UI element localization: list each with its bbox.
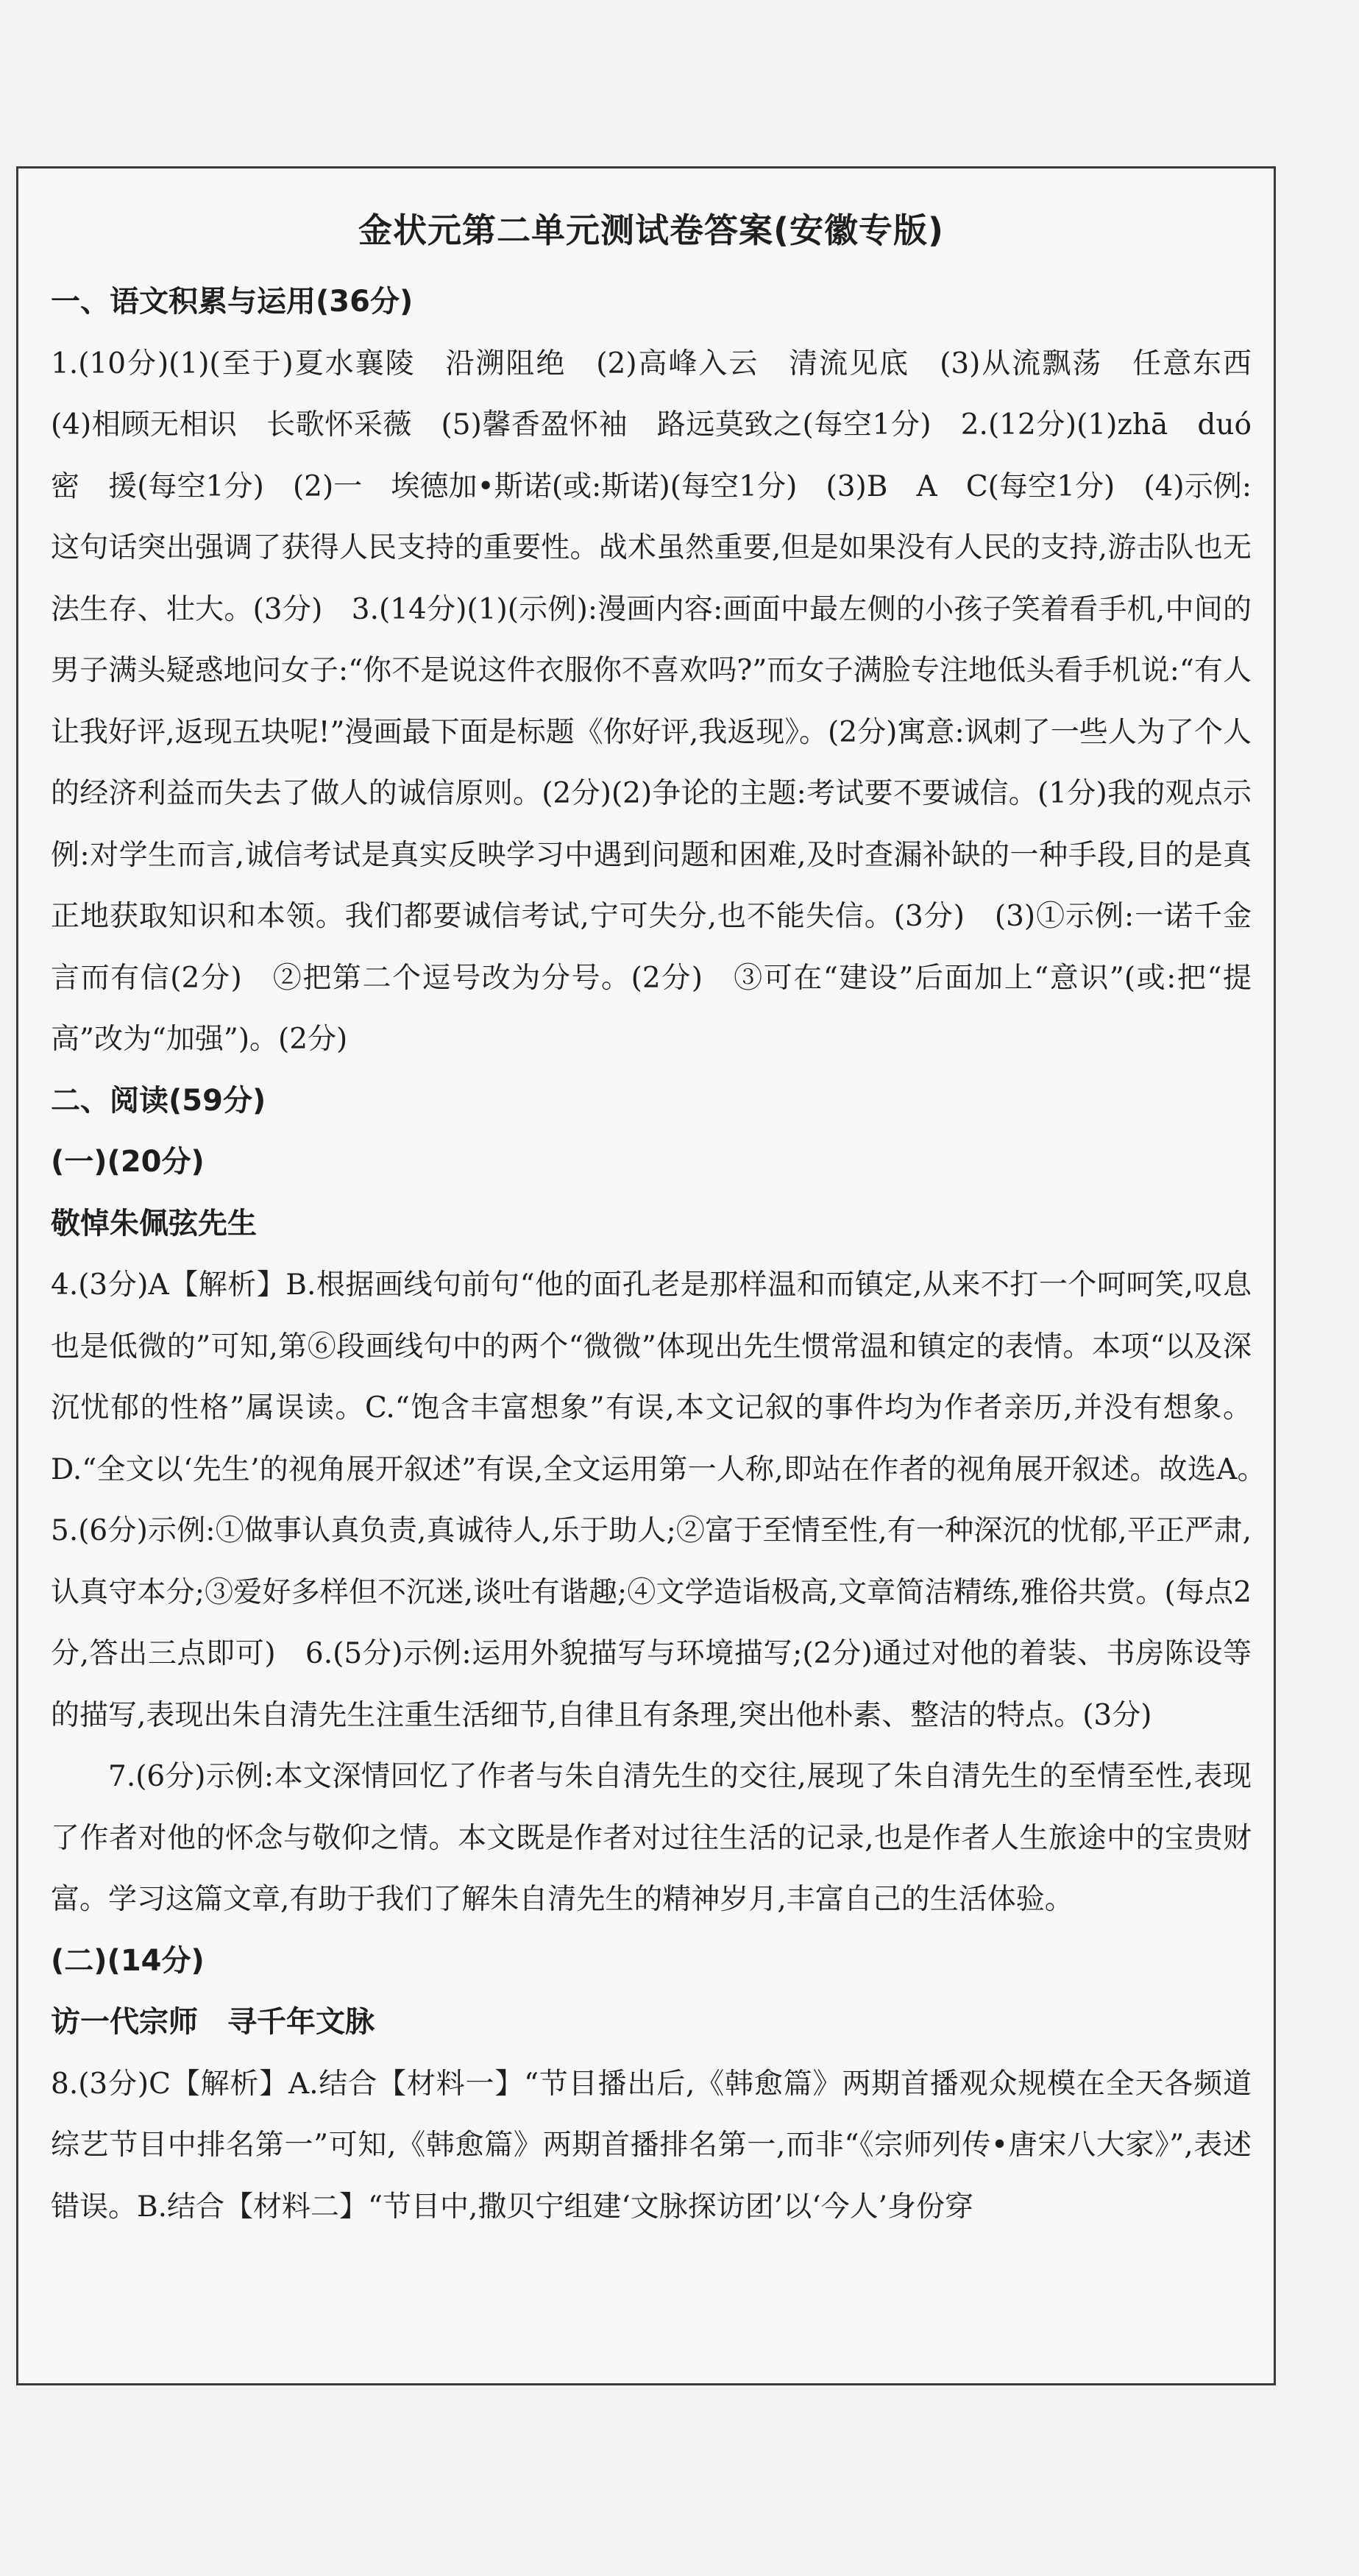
answer-paragraph: 7.(6分)示例:本文深情回忆了作者与朱自清先生的交往,展现了朱自清先生的至情至性,表现了作者对他的怀念与敬仰之情。本文既是作者对过往生活的记录,也是作者人生旅途中的宝贵财富。学习这篇文章,有助于我们了解朱自清先生的精神岁月,丰富自己的生活体验。 (51, 1760, 1252, 1916)
section-heading: 一、语文积累与运用(36分) (51, 285, 414, 319)
page-title: 金状元第二单元测试卷答案(安徽专版) (358, 210, 945, 250)
section-heading: (一)(20分) (51, 1145, 205, 1179)
answer-paragraph: 8.(3分)C【解析】A.结合【材料一】“节目播出后,《韩愈篇》两期首播观众规模在全天各频道综艺节目中排名第一”可知,《韩愈篇》两期首播排名第一,而非“《宗师列传•唐宋八大家》”,表述错误。B.结合【材料二】“节目中,撒贝宁组建‘文脉探访团’以‘今人’身份穿 (51, 2067, 1252, 2224)
section-heading: 二、阅读(59分) (51, 1083, 266, 1118)
answer-paragraph: 4.(3分)A【解析】B.根据画线句前句“他的面孔老是那样温和而镇定,从来不打一个呵呵笑,叹息也是低微的”可知,第⑥段画线句中的两个“微微”体现出先生惯常温和镇定的表情。本项“以及深沉忧郁的性格”属误读。C.“饱含丰富想象”有误,本文记叙的事件均为作者亲历,并没有想象。D.“全文以‘先生’的视角展开叙述”有误,全文运用第一人称,即站在作者的视角展开叙述。故选A。 5.(6分)示例:①做事认真负责,真诚待人,乐于助人;②富于至情至性,有一种深沉的忧郁,平正严肃,认真守本分;③爱好多样但不沉迷,谈吐有谐趣;④文学造诣极高,文章简洁精练,雅俗共赏。(每点2分,答出三点即可) 6.(5分)示例:运用外貌描写与环境描写;(2分)通过对他的着装、书房陈设等的描写,表现出朱自清先生注重生活细节,自律且有条理,突出他朴素、整洁的特点。(3分) (51, 1269, 1281, 1732)
section-heading: 访一代宗师 寻千年文脉 (51, 2005, 375, 2039)
answer-page (16, 166, 1281, 2385)
section-heading: 敬悼朱佩弦先生 (51, 1206, 257, 1241)
answer-paragraph: 1.(10分)(1)(至于)夏水襄陵 沿溯阻绝 (2)高峰入云 清流见底 (3)从流飘荡 任意东西 (4)相顾无相识 长歌怀采薇 (5)馨香盈怀袖 路远莫致之(每空1分) 2.(12分)(1)zhā duó 密 援(每空1分) (2)一 埃德加•斯诺(或:斯诺)(每空1分) (3)B A C(每空1分) (4)示例:这句话突出强调了获得人民支持的重要性。战术虽然重要,但是如果没有人民的支持,游击队也无法生存、壮大。(3分) 3.(14分)(1)(示例):漫画内容:画面中最左侧的小孩子笑着看手机,中间的男子满头疑惑地问女子:“你不是说这件衣服你不喜欢吗?”而女子满脸专注地低头看手机说:“有人让我好评,返现五块呢!”漫画最下面是标题《你好评,我返现》。(2分)寓意:讽刺了一些人为了个人的经济利益而失去了做人的诚信原则。(2分)(2)争论的主题:考试要不要诚信。(1分)我的观点示例:对学生而言,诚信考试是真实反映学习中遇到问题和困难,及时查漏补缺的一种手段,目的是真正地获取知识和本领。我们都要诚信考试,宁可失分,也不能失信。(3分) (3)①示例:一诺千金 言而有信(2分) ②把第二个逗号改为分号。(2分) ③可在“建设”后面加上“意识”(或:把“提高”改为“加强”)。(2分) (51, 347, 1281, 1056)
answer-content (51, 272, 1281, 2238)
section-heading: (二)(14分) (51, 1943, 205, 1978)
